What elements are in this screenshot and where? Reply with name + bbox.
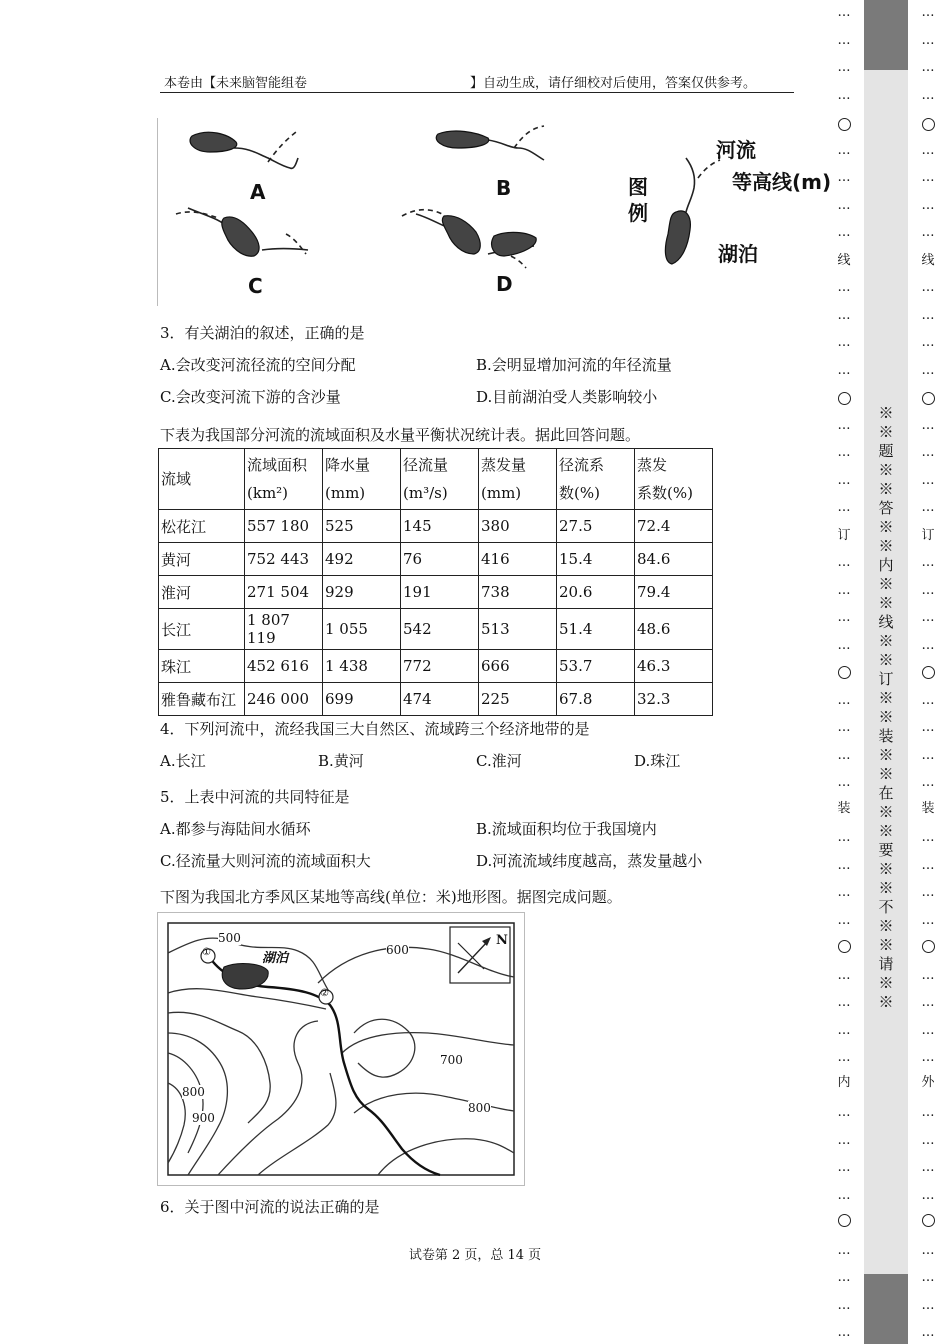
table-cell: 珠江	[159, 650, 245, 683]
binding-label: 线	[837, 253, 851, 268]
binding-dots: …	[837, 885, 851, 900]
binding-dots: …	[837, 555, 851, 570]
binding-label: 外	[921, 1075, 935, 1090]
table-cell: 145	[401, 510, 479, 543]
table-row	[159, 576, 713, 609]
binding-notice: ※※题※※答※※内※※线※※订※※装※※在※※要※※不※※请※※	[878, 404, 894, 1011]
binding-dots: …	[837, 747, 851, 763]
binding-dots: …	[921, 472, 935, 488]
table-intro: 下表为我国部分河流的流域面积及水量平衡状况统计表。据此回答问题。	[160, 426, 641, 444]
binding-dots: …	[921, 225, 935, 240]
figure-label-a: A	[250, 180, 266, 204]
binding-rail-outer	[918, 0, 938, 1344]
binding-dots: …	[921, 1187, 935, 1203]
binding-dots: …	[837, 912, 851, 928]
table-cell: 黄河	[159, 543, 245, 576]
binding-dots: …	[837, 417, 851, 433]
binding-circle	[834, 940, 854, 957]
binding-dots: …	[921, 142, 935, 158]
table-cell: 长江	[159, 609, 245, 650]
binding-dots: …	[921, 692, 935, 708]
binding-dots: …	[837, 1242, 851, 1258]
north-label: N	[496, 933, 508, 948]
binding-dots: …	[921, 830, 935, 845]
binding-dots: …	[837, 995, 851, 1010]
contour-label: 800	[182, 1085, 205, 1099]
binding-dots: …	[921, 720, 935, 735]
binding-dots: …	[837, 775, 851, 790]
header-cell: 流域面积 (km²)	[245, 449, 323, 510]
binding-circle	[834, 392, 854, 409]
table-cell: 72.4	[635, 510, 713, 543]
binding-dots: …	[921, 5, 935, 20]
table-cell: 225	[479, 683, 557, 716]
table-cell: 492	[323, 543, 401, 576]
contour-label: 800	[468, 1101, 491, 1115]
binding-dots: …	[837, 445, 851, 460]
figure-label-b: B	[496, 176, 512, 200]
table-cell: 20.6	[557, 576, 635, 609]
legend-title: 图例	[628, 175, 648, 225]
binding-dots: …	[921, 500, 935, 515]
binding-dots: …	[921, 335, 935, 350]
binding-dots: …	[921, 170, 935, 185]
question-6-stem: 6．关于图中河流的说法正确的是	[160, 1198, 380, 1216]
table-cell: 1 055	[323, 609, 401, 650]
header-right: 】自动生成，请仔细校对后使用，答案仅供参考。	[470, 76, 757, 91]
table-cell: 松花江	[159, 510, 245, 543]
binding-dots: …	[837, 307, 851, 323]
table-cell: 271 504	[245, 576, 323, 609]
page-header	[160, 70, 794, 93]
binding-dots: …	[837, 170, 851, 185]
q3-option-b: B.会明显增加河流的年径流量	[476, 356, 672, 374]
table-cell: 67.8	[557, 683, 635, 716]
contour-label: 900	[192, 1111, 215, 1125]
binding-dots: …	[921, 1022, 935, 1038]
binding-circle	[918, 392, 938, 409]
point-1-label: ①	[202, 947, 211, 958]
table-cell: 48.6	[635, 609, 713, 650]
lake-river-figure	[157, 118, 838, 306]
binding-dots: …	[837, 60, 851, 75]
point-2-label: ②	[320, 988, 329, 999]
binding-dots: …	[837, 637, 851, 653]
table-cell: 27.5	[557, 510, 635, 543]
table-cell: 557 180	[245, 510, 323, 543]
binding-label: 装	[837, 801, 851, 816]
page-footer: 试卷第 2 页，总 14 页	[408, 1248, 542, 1263]
binding-dots: …	[837, 500, 851, 515]
legend-river: 河流	[716, 138, 756, 162]
q5-option-c: C.径流量大则河流的流域面积大	[160, 852, 371, 870]
binding-dots: …	[921, 1105, 935, 1120]
binding-dots: …	[921, 885, 935, 900]
contour-label: 700	[440, 1053, 463, 1067]
binding-circle	[834, 118, 854, 135]
question-3-stem: 3．有关湖泊的叙述，正确的是	[160, 324, 365, 342]
binding-dots: …	[837, 720, 851, 735]
table-cell: 525	[323, 510, 401, 543]
table-row	[159, 650, 713, 683]
q5-option-a: A.都参与海陆间水循环	[160, 820, 311, 838]
contour-label: 600	[386, 943, 409, 957]
table-cell: 752 443	[245, 543, 323, 576]
binding-dots: …	[837, 32, 851, 48]
binding-dots: …	[921, 555, 935, 570]
binding-dots: …	[837, 472, 851, 488]
q3-option-a: A.会改变河流径流的空间分配	[160, 356, 356, 374]
contour-map	[157, 912, 525, 1186]
binding-dots: …	[921, 445, 935, 460]
table-cell: 51.4	[557, 609, 635, 650]
binding-label: 订	[921, 528, 935, 543]
binding-dots: …	[837, 1050, 851, 1065]
table-cell: 929	[323, 576, 401, 609]
table-cell: 46.3	[635, 650, 713, 683]
binding-dots: …	[921, 32, 935, 48]
binding-dots: …	[921, 417, 935, 433]
binding-dots: …	[921, 967, 935, 983]
binding-dots: …	[837, 280, 851, 295]
table-cell: 32.3	[635, 683, 713, 716]
binding-dots: …	[837, 1187, 851, 1203]
binding-dots: …	[921, 280, 935, 295]
binding-circle	[918, 940, 938, 957]
binding-label: 订	[837, 528, 851, 543]
table-cell: 738	[479, 576, 557, 609]
table-cell: 452 616	[245, 650, 323, 683]
binding-dots: …	[921, 307, 935, 323]
binding-dots: …	[921, 87, 935, 103]
lake-label: 湖泊	[262, 951, 289, 966]
table-row	[159, 683, 713, 716]
table-cell: 246 000	[245, 683, 323, 716]
header-cell: 流域	[159, 449, 245, 510]
binding-dots: …	[921, 1160, 935, 1175]
binding-dots: …	[837, 1270, 851, 1285]
binding-label: 内	[837, 1075, 851, 1090]
table-cell: 416	[479, 543, 557, 576]
table-cell: 79.4	[635, 576, 713, 609]
header-cell: 径流系 数(%)	[557, 449, 635, 510]
binding-circle	[918, 666, 938, 683]
binding-dots: …	[837, 610, 851, 625]
table-cell: 699	[323, 683, 401, 716]
binding-dots: …	[921, 1132, 935, 1148]
header-cell: 蒸发量 (mm)	[479, 449, 557, 510]
binding-dots: …	[837, 142, 851, 158]
table-cell: 542	[401, 609, 479, 650]
binding-dots: …	[837, 225, 851, 240]
question-5-stem: 5．上表中河流的共同特征是	[160, 788, 350, 806]
table-cell: 84.6	[635, 543, 713, 576]
q4-option-a: A.长江	[160, 752, 206, 770]
figure-label-d: D	[496, 272, 513, 296]
binding-dots: …	[837, 87, 851, 103]
binding-dots: …	[921, 1050, 935, 1065]
binding-dots: …	[921, 912, 935, 928]
q5-option-d: D.河流流域纬度越高，蒸发量越小	[476, 852, 703, 870]
binding-dots: …	[837, 857, 851, 873]
table-cell: 474	[401, 683, 479, 716]
q3-option-d: D.目前湖泊受人类影响较小	[476, 388, 658, 406]
map-intro: 下图为我国北方季风区某地等高线(单位：米)地形图。据图完成问题。	[160, 888, 622, 906]
binding-dots: …	[837, 362, 851, 378]
q3-option-c: C.会改变河流下游的含沙量	[160, 388, 341, 406]
table-cell: 513	[479, 609, 557, 650]
binding-dots: …	[921, 610, 935, 625]
table-cell: 15.4	[557, 543, 635, 576]
binding-dots: …	[837, 335, 851, 350]
table-cell: 1 807 119	[245, 609, 323, 650]
binding-circle	[918, 118, 938, 135]
binding-dots: …	[921, 582, 935, 598]
binding-dots: …	[837, 582, 851, 598]
binding-dark-block-bottom	[864, 1274, 908, 1344]
contour-map-drawing	[158, 913, 524, 1185]
binding-circle	[834, 666, 854, 683]
river-stats-table	[158, 448, 713, 716]
binding-dots: …	[837, 967, 851, 983]
table-cell: 76	[401, 543, 479, 576]
binding-dots: …	[837, 197, 851, 213]
figure-label-c: C	[248, 274, 263, 298]
q5-option-b: B.流域面积均位于我国境内	[476, 820, 657, 838]
q4-option-d: D.珠江	[634, 752, 681, 770]
table-cell: 雅鲁藏布江	[159, 683, 245, 716]
header-left: 本卷由【未来脑智能组卷	[164, 76, 308, 91]
table-cell: 380	[479, 510, 557, 543]
header-cell: 径流量 (m³/s)	[401, 449, 479, 510]
table-cell: 191	[401, 576, 479, 609]
table-cell: 53.7	[557, 650, 635, 683]
binding-dots: …	[921, 197, 935, 213]
binding-dots: …	[921, 775, 935, 790]
legend-contour: 等高线(m)	[732, 170, 832, 194]
binding-dots: …	[921, 1325, 935, 1340]
table-row	[159, 510, 713, 543]
binding-dots: …	[837, 1160, 851, 1175]
binding-rail-inner	[834, 0, 854, 1344]
contour-label: 500	[218, 931, 241, 945]
table-row	[159, 609, 713, 650]
legend-lake: 湖泊	[718, 242, 758, 266]
table-cell: 772	[401, 650, 479, 683]
binding-label: 线	[921, 253, 935, 268]
binding-dots: …	[921, 857, 935, 873]
binding-dots: …	[837, 1022, 851, 1038]
binding-dots: …	[921, 60, 935, 75]
header-cell: 降水量 (mm)	[323, 449, 401, 510]
header-cell: 蒸发 系数(%)	[635, 449, 713, 510]
binding-dots: …	[837, 830, 851, 845]
binding-dots: …	[837, 692, 851, 708]
table-cell: 666	[479, 650, 557, 683]
binding-dots: …	[837, 1325, 851, 1340]
binding-dots: …	[837, 1105, 851, 1120]
q4-option-b: B.黄河	[318, 752, 364, 770]
binding-dots: …	[837, 1297, 851, 1313]
binding-dots: …	[921, 747, 935, 763]
binding-dots: …	[921, 995, 935, 1010]
table-header-row	[159, 449, 713, 510]
table-row	[159, 543, 713, 576]
binding-dots: …	[837, 5, 851, 20]
binding-label: 装	[921, 801, 935, 816]
binding-dots: …	[921, 362, 935, 378]
binding-circle	[834, 1214, 854, 1231]
table-cell: 1 438	[323, 650, 401, 683]
binding-dots: …	[921, 1297, 935, 1313]
binding-dark-block-top	[864, 0, 908, 70]
table-cell: 淮河	[159, 576, 245, 609]
question-4-stem: 4．下列河流中，流经我国三大自然区、流域跨三个经济地带的是	[160, 720, 590, 738]
binding-dots: …	[921, 637, 935, 653]
binding-dots: …	[837, 1132, 851, 1148]
binding-dots: …	[921, 1270, 935, 1285]
binding-circle	[918, 1214, 938, 1231]
binding-dots: …	[921, 1242, 935, 1258]
q4-option-c: C.淮河	[476, 752, 522, 770]
